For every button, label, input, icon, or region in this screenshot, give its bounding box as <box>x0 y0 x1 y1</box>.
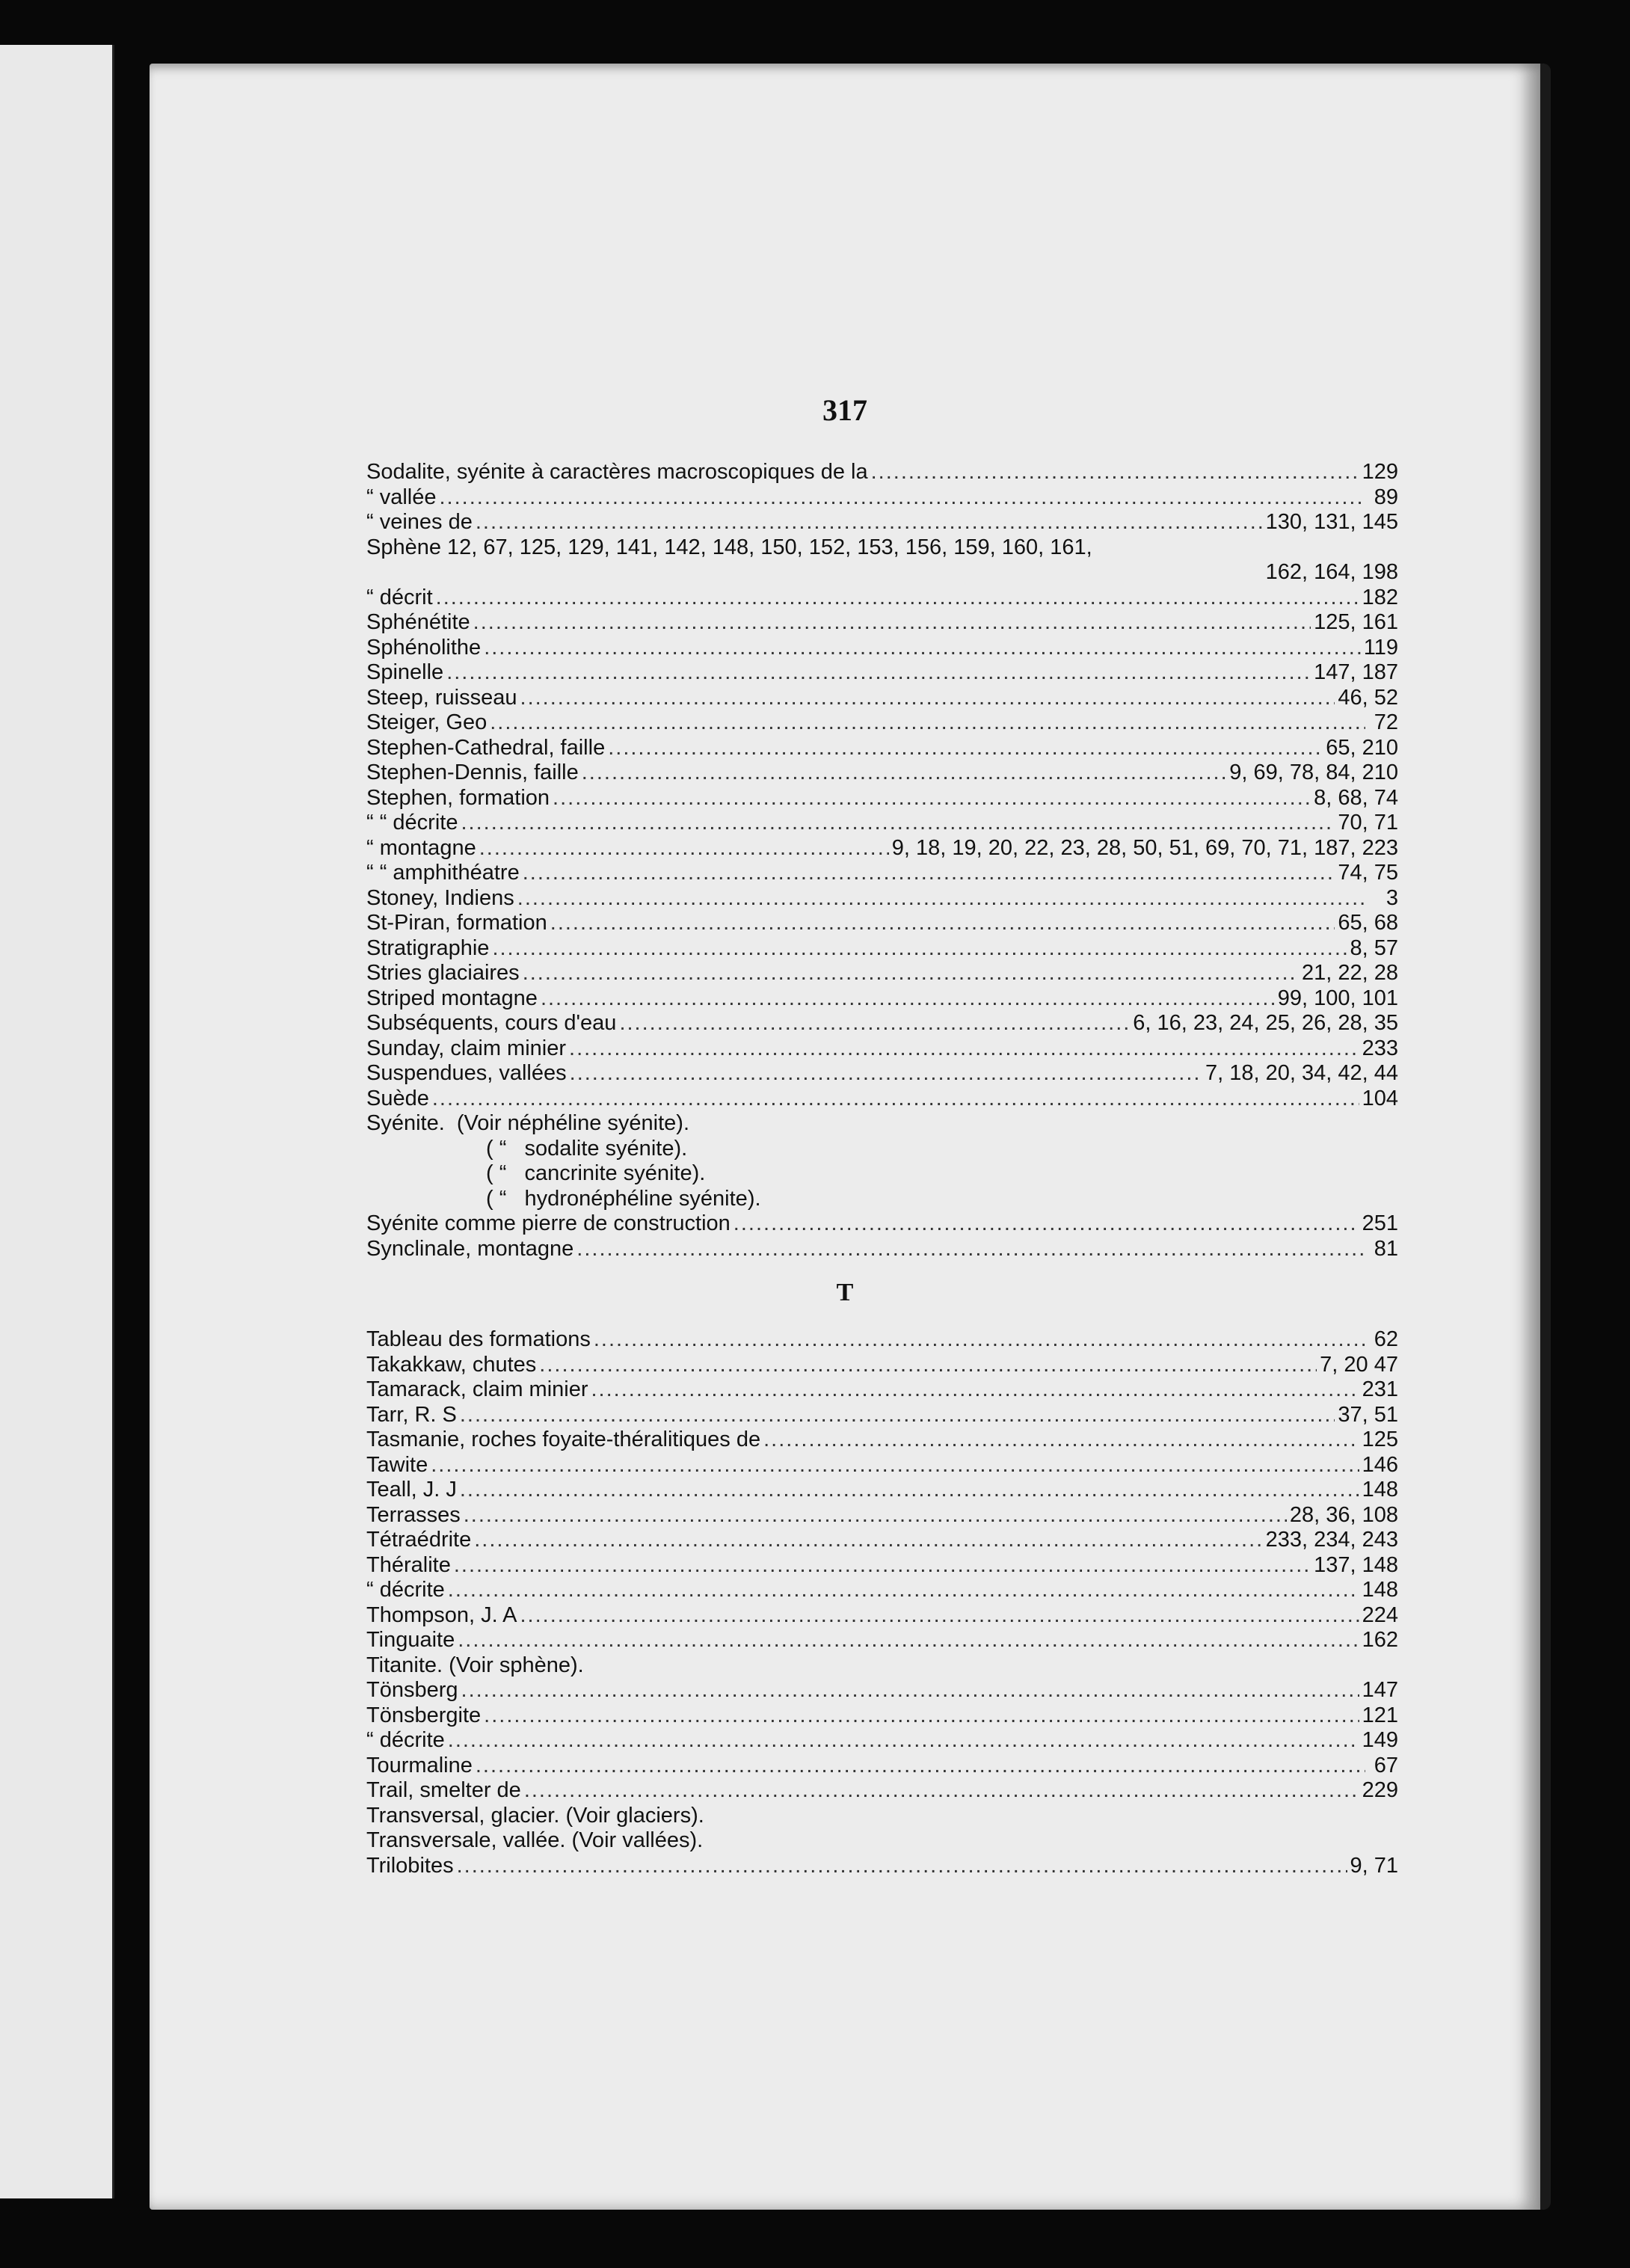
dot-leader <box>457 1854 1347 1879</box>
index-term: Sphénolithe <box>366 635 482 660</box>
index-entry <box>366 1237 1398 1262</box>
index-term: Thompson, J. A <box>366 1602 517 1627</box>
index-entry <box>366 1653 1398 1679</box>
dot-leader <box>619 1011 1130 1036</box>
dot-leader <box>871 460 1359 485</box>
index-entry <box>366 535 1398 561</box>
index-page-refs: 65, 210 <box>1326 735 1398 760</box>
index-page-refs: 3 <box>1386 885 1398 910</box>
index-term: Stephen, formation <box>366 785 550 810</box>
index-page-refs: 7, 20 47 <box>1320 1352 1398 1377</box>
dot-leader <box>473 610 1311 636</box>
index-page-refs: 67 <box>1374 1753 1398 1777</box>
index-term: Trilobites <box>366 1853 454 1878</box>
index-entry <box>366 1754 1398 1779</box>
index-term: Tourmaline <box>366 1753 473 1777</box>
cross-reference-line: ( “ cancrinite syénite). <box>486 1161 706 1185</box>
dot-leader <box>484 1703 1359 1729</box>
index-entry <box>366 1553 1398 1579</box>
index-page-refs: 65, 68 <box>1338 911 1398 935</box>
index-page-refs: 224 <box>1362 1602 1398 1627</box>
cross-reference-line: Syénite. (Voir néphéline syénite). <box>366 1111 690 1135</box>
dot-leader <box>570 1061 1202 1087</box>
index-page-refs: 137, 148 <box>1314 1552 1398 1577</box>
dot-leader <box>541 986 1275 1012</box>
index-term: “ “ décrite <box>366 811 458 835</box>
index-entry <box>366 836 1398 861</box>
index-term: Sphénétite <box>366 610 470 634</box>
index-page-refs: 147 <box>1362 1678 1398 1702</box>
index-term: Stephen-Dennis, faille <box>366 760 579 784</box>
index-term: Takakkaw, chutes <box>366 1352 537 1377</box>
dot-leader <box>454 1553 1311 1579</box>
index-page-refs: 125, 161 <box>1314 610 1398 634</box>
index-entry <box>366 586 1398 611</box>
index-page-refs: 119 <box>1363 635 1398 660</box>
dot-leader <box>520 686 1335 711</box>
index-term: Spinelle <box>366 660 444 684</box>
dot-leader <box>446 660 1311 686</box>
dot-leader <box>539 1353 1317 1378</box>
index-entry <box>366 660 1398 686</box>
index-page-refs: 233, 234, 243 <box>1265 1528 1398 1552</box>
index-page-refs: 9, 71 <box>1350 1853 1398 1878</box>
index-term: Sodalite, syénite à caractères macroscopiques de la <box>366 460 868 484</box>
index-entry <box>366 1353 1398 1378</box>
index-term: Titanite. (Voir sphène). <box>366 1653 584 1677</box>
index-term: Suspendues, vallées <box>366 1061 567 1085</box>
index-entry <box>366 1403 1398 1428</box>
dot-leader <box>524 1778 1359 1804</box>
index-entry <box>366 1478 1398 1503</box>
index-page-refs: 9, 18, 19, 20, 22, 23, 28, 50, 51, 69, 70, 71, 187, 223 <box>891 835 1398 860</box>
index-page-refs: 46, 52 <box>1338 685 1398 710</box>
index-entry <box>366 760 1398 786</box>
index-term: Stoney, Indiens <box>366 885 514 910</box>
index-term: Tönsbergite <box>366 1703 482 1727</box>
index-section-t <box>366 1327 1398 1878</box>
index-term: Tétraédrite <box>366 1528 472 1552</box>
index-term: Synclinale, montagne <box>366 1236 574 1261</box>
index-term: “ décrit <box>366 585 433 609</box>
index-page-refs: 251 <box>1362 1211 1398 1235</box>
index-page-refs: 37, 51 <box>1338 1402 1398 1427</box>
dot-leader <box>569 1036 1359 1062</box>
cross-reference-line: ( “ sodalite syénite). <box>486 1136 688 1161</box>
index-entry <box>366 1628 1398 1653</box>
index-entry <box>366 1428 1398 1453</box>
dot-leader <box>460 1403 1335 1428</box>
index-entry <box>366 460 1398 485</box>
index-page-refs: 148 <box>1362 1578 1398 1602</box>
index-term: Trail, smelter de <box>366 1778 521 1802</box>
index-entry <box>366 1011 1398 1036</box>
index-term: Terrasses <box>366 1502 461 1527</box>
index-term: Tarr, R. S <box>366 1402 457 1427</box>
dot-leader <box>431 1453 1359 1478</box>
index-entry <box>366 811 1398 836</box>
index-term: Sunday, claim minier <box>366 1036 567 1060</box>
dot-leader <box>608 736 1323 761</box>
index-term: Stratigraphie <box>366 935 490 960</box>
index-term: Teall, J. J <box>366 1478 457 1502</box>
index-page-refs: 6, 16, 23, 24, 25, 26, 28, 35 <box>1133 1011 1398 1035</box>
index-term: Théralite <box>366 1552 451 1577</box>
index-entry <box>366 1211 1398 1237</box>
dot-leader <box>436 586 1359 611</box>
dot-leader <box>763 1428 1359 1453</box>
index-page-refs: 146 <box>1362 1452 1398 1477</box>
index-page <box>150 64 1551 2210</box>
dot-leader <box>464 1503 1287 1528</box>
index-page-refs: 147, 187 <box>1314 660 1398 684</box>
index-entry <box>366 710 1398 736</box>
index-term: “ décrite <box>366 1578 445 1602</box>
dot-leader <box>461 811 1335 836</box>
index-term: Sphène 12, 67, 125, 129, 141, 142, 148, 150, 152, 153, 156, 159, 160, 161, <box>366 535 1092 559</box>
index-page-refs: 125 <box>1362 1428 1398 1451</box>
index-entry <box>366 1828 1398 1854</box>
dot-leader <box>479 836 889 861</box>
index-entry-continuation: 162, 164, 198 <box>1265 560 1398 584</box>
index-term: Tönsberg <box>366 1678 458 1702</box>
index-entry <box>366 1703 1398 1729</box>
index-entry <box>366 886 1398 912</box>
index-entry <box>366 861 1398 886</box>
index-page-refs: 121 <box>1362 1703 1398 1727</box>
index-term: “ vallée <box>366 485 437 509</box>
dot-leader <box>448 1578 1359 1603</box>
index-term: “ veines de <box>366 510 473 534</box>
index-term: St-Piran, formation <box>366 911 547 935</box>
index-term: “ montagne <box>366 835 476 860</box>
index-page-refs: 8, 68, 74 <box>1314 785 1398 810</box>
index-page-refs: 148 <box>1362 1478 1398 1502</box>
dot-leader <box>591 1377 1359 1403</box>
index-entry <box>366 510 1398 535</box>
dot-leader <box>490 710 1365 736</box>
index-term: Tamarack, claim minier <box>366 1377 588 1401</box>
index-entry <box>366 1578 1398 1603</box>
dot-leader <box>550 911 1335 936</box>
dot-leader <box>476 510 1263 535</box>
index-term: Transversal, glacier. (Voir glaciers). <box>366 1803 704 1828</box>
index-entry <box>366 736 1398 761</box>
index-entry <box>366 686 1398 711</box>
index-term: Stries glaciaires <box>366 961 520 985</box>
index-term: Tawite <box>366 1452 428 1477</box>
index-page-refs: 9, 69, 78, 84, 210 <box>1229 760 1398 784</box>
dot-leader <box>576 1237 1365 1262</box>
index-page-refs: 182 <box>1362 585 1398 609</box>
index-entry <box>366 986 1398 1012</box>
page-number: 317 <box>822 393 867 427</box>
index-entry <box>366 1327 1398 1353</box>
facing-page-edge <box>0 45 114 2198</box>
index-entry <box>366 936 1398 962</box>
index-term: Transversale, vallée. (Voir vallées). <box>366 1828 704 1852</box>
index-page-refs: 7, 18, 20, 34, 42, 44 <box>1205 1061 1398 1085</box>
index-page-refs: 74, 75 <box>1338 861 1398 885</box>
index-term: Suède <box>366 1086 429 1110</box>
index-entry <box>366 1603 1398 1629</box>
index-entry <box>366 1036 1398 1062</box>
index-page-refs: 129 <box>1362 460 1398 484</box>
dot-leader <box>553 786 1311 811</box>
index-page-refs: 70, 71 <box>1338 811 1398 835</box>
index-page-refs: 72 <box>1374 710 1398 734</box>
index-page-refs: 81 <box>1374 1236 1398 1261</box>
index-term: Tinguaite <box>366 1628 455 1652</box>
dot-leader <box>484 636 1361 661</box>
dot-leader <box>594 1327 1365 1353</box>
index-entry <box>366 1061 1398 1087</box>
index-page-refs: 28, 36, 108 <box>1289 1502 1398 1527</box>
index-term: Striped montagne <box>366 986 538 1010</box>
dot-leader <box>476 1754 1365 1779</box>
index-entry <box>366 485 1398 511</box>
index-page-refs: 229 <box>1362 1778 1398 1802</box>
index-entry <box>366 1678 1398 1703</box>
index-page-refs: 104 <box>1362 1086 1398 1110</box>
index-term: Subséquents, cours d'eau <box>366 1011 617 1035</box>
dot-leader <box>448 1728 1359 1754</box>
index-page-refs: 149 <box>1362 1728 1398 1752</box>
index-term: Steep, ruisseau <box>366 685 517 710</box>
dot-leader <box>517 886 1365 912</box>
dot-leader <box>440 485 1366 511</box>
index-entry <box>366 1728 1398 1754</box>
index-term: Tableau des formations <box>366 1327 591 1351</box>
index-page-refs: 130, 131, 145 <box>1265 510 1398 534</box>
dot-leader <box>432 1087 1359 1112</box>
index-entry <box>366 1087 1398 1112</box>
index-page-refs: 231 <box>1362 1377 1398 1401</box>
index-entry <box>366 786 1398 811</box>
index-term: Stephen-Cathedral, faille <box>366 735 606 760</box>
index-entry <box>366 1503 1398 1528</box>
index-term: “ décrite <box>366 1728 445 1752</box>
index-entry <box>366 1377 1398 1403</box>
dot-leader <box>520 1603 1359 1629</box>
index-page-refs: 99, 100, 101 <box>1277 986 1398 1010</box>
dot-leader <box>461 1678 1359 1703</box>
index-entry <box>366 1778 1398 1804</box>
dot-leader <box>460 1478 1359 1503</box>
dot-leader <box>474 1528 1262 1553</box>
index-term: Syénite comme pierre de construction <box>366 1211 731 1235</box>
index-page-refs: 21, 22, 28 <box>1302 961 1398 985</box>
index-page-refs: 62 <box>1374 1327 1398 1351</box>
index-entry <box>366 610 1398 636</box>
dot-leader <box>582 760 1227 786</box>
index-entry <box>366 1453 1398 1478</box>
dot-leader <box>734 1211 1359 1237</box>
dot-leader <box>458 1628 1359 1653</box>
index-page-refs: 233 <box>1362 1036 1398 1060</box>
index-page-refs: 89 <box>1374 485 1398 509</box>
index-entry <box>366 1804 1398 1829</box>
index-term: Steiger, Geo <box>366 710 488 734</box>
index-term: Tasmanie, roches foyaite-théralitiques de <box>366 1428 761 1451</box>
index-entry <box>366 911 1398 936</box>
dot-leader <box>523 861 1335 886</box>
index-section-s <box>366 460 1398 1261</box>
section-heading-t: T <box>836 1279 854 1306</box>
dot-leader <box>492 936 1347 962</box>
index-term: “ “ amphithéatre <box>366 861 520 885</box>
index-page-refs: 162 <box>1362 1628 1398 1652</box>
index-entry <box>366 1854 1398 1879</box>
index-entry <box>366 1528 1398 1553</box>
index-page-refs: 8, 57 <box>1350 935 1398 960</box>
index-entry <box>366 636 1398 661</box>
index-entry <box>366 961 1398 986</box>
cross-reference-line: ( “ hydronéphéline syénite). <box>486 1186 761 1211</box>
dot-leader <box>523 961 1299 986</box>
